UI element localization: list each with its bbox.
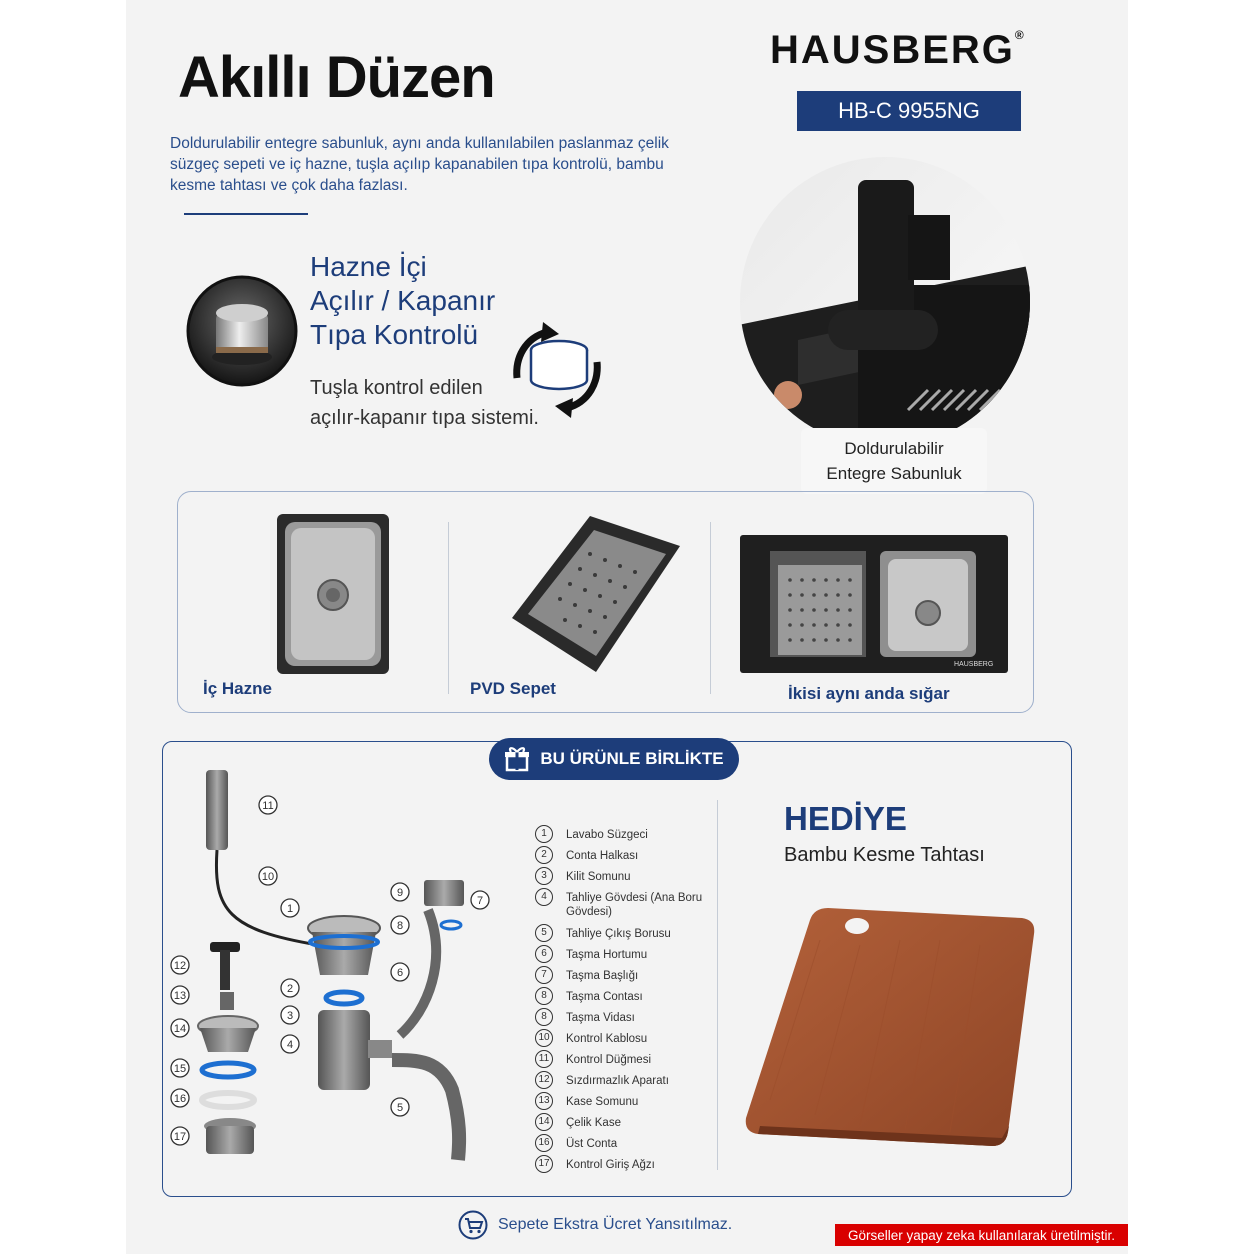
divider xyxy=(448,522,449,694)
legend-item xyxy=(535,869,715,890)
legend-text: Lavabo Süzgeci xyxy=(566,829,648,841)
legend-text: Kontrol Kablosu xyxy=(566,1033,648,1045)
svg-text:14: 14 xyxy=(173,1023,187,1035)
legend-text: Tahliye Çıkış Borusu xyxy=(566,928,671,940)
diagram-callout xyxy=(281,1006,299,1024)
legend-item xyxy=(535,890,715,926)
legend-number: 5 xyxy=(535,924,553,942)
diagram-callout xyxy=(391,883,409,901)
feature-heading-line: Tıpa Kontrolü xyxy=(310,319,479,350)
gift-subtitle: Bambu Kesme Tahtası xyxy=(784,844,985,866)
product-caption: İkisi aynı anda sığar xyxy=(788,684,950,703)
legend-number: 7 xyxy=(535,966,553,984)
model-badge: HB-C 9955NG xyxy=(797,91,1021,131)
feature-heading xyxy=(310,250,495,352)
diagram-callout xyxy=(171,1019,189,1037)
legend-item xyxy=(535,1136,715,1157)
basket-note xyxy=(458,1210,732,1240)
legend-number: 8 xyxy=(535,1008,553,1026)
legend-item xyxy=(535,1094,715,1115)
diagram-callout xyxy=(171,1127,189,1145)
legend-number: 4 xyxy=(535,888,553,906)
legend-text: Taşma Başlığı xyxy=(566,970,639,982)
legend-text: Üst Conta xyxy=(566,1138,618,1150)
legend-number: 2 xyxy=(535,846,553,864)
feature-heading-line: Açılır / Kapanır xyxy=(310,285,496,316)
feature-heading-line: Hazne İçi xyxy=(310,251,427,282)
soap-label-line: Entegre Sabunluk xyxy=(826,464,962,483)
legend-number: 17 xyxy=(535,1155,553,1173)
legend-text: Taşma Vidası xyxy=(566,1012,635,1024)
diagram-callout xyxy=(281,979,299,997)
sink-brand-text: HAUSBERG xyxy=(954,661,994,668)
basket-note-text: Sepete Ekstra Ücret Yansıtılmaz. xyxy=(498,1216,733,1233)
legend-item xyxy=(535,947,715,968)
divider xyxy=(717,800,718,1170)
legend-text: Sızdırmazlık Aparatı xyxy=(566,1075,669,1087)
divider xyxy=(710,522,711,694)
diagram-callout xyxy=(171,956,189,974)
diagram-callout xyxy=(259,867,277,885)
diagram-callout xyxy=(171,1089,189,1107)
svg-text:17: 17 xyxy=(173,1131,187,1143)
svg-text:5: 5 xyxy=(396,1102,404,1114)
legend-text: Taşma Hortumu xyxy=(566,949,648,961)
svg-text:15: 15 xyxy=(173,1063,187,1075)
rotate-icon xyxy=(507,320,607,420)
legend-number: 8 xyxy=(535,987,553,1005)
feature-description xyxy=(310,373,539,433)
legend-text: Kilit Somunu xyxy=(566,871,631,883)
legend-item xyxy=(535,1073,715,1094)
svg-text:16: 16 xyxy=(173,1093,187,1105)
legend-text: Conta Halkası xyxy=(566,850,639,862)
legend-text: Taşma Contası xyxy=(566,991,643,1003)
diagram-callout xyxy=(281,899,299,917)
soap-label-line: Doldurulabilir xyxy=(844,439,944,458)
pvd-basket-image xyxy=(510,514,682,674)
product-caption: İç Hazne xyxy=(203,679,272,698)
feature-desc-line: açılır-kapanır tıpa sistemi. xyxy=(310,407,539,429)
diagram-callout xyxy=(171,1059,189,1077)
legend-item xyxy=(535,848,715,869)
legend-item xyxy=(535,1115,715,1136)
diagram-callout xyxy=(281,1035,299,1053)
svg-text:6: 6 xyxy=(396,967,404,979)
legend-item xyxy=(535,926,715,947)
legend-item xyxy=(535,968,715,989)
parts-legend xyxy=(535,827,715,1178)
diagram-callout xyxy=(171,986,189,1004)
legend-item xyxy=(535,1052,715,1073)
diagram-callout xyxy=(391,1098,409,1116)
legend-item xyxy=(535,1031,715,1052)
soap-label xyxy=(801,428,987,494)
legend-text: Kase Somunu xyxy=(566,1096,639,1108)
legend-item xyxy=(535,827,715,848)
feature-desc-line: Tuşla kontrol edilen xyxy=(310,377,483,399)
brand-logo xyxy=(770,28,1026,73)
svg-text:4: 4 xyxy=(286,1039,294,1051)
svg-text:9: 9 xyxy=(396,887,404,899)
legend-item xyxy=(535,1157,715,1178)
legend-number: 6 xyxy=(535,945,553,963)
legend-text: Çelik Kase xyxy=(566,1117,621,1129)
svg-text:12: 12 xyxy=(173,960,187,972)
svg-text:1: 1 xyxy=(286,903,294,915)
svg-text:3: 3 xyxy=(286,1010,294,1022)
drain-assembly-diagram xyxy=(168,760,498,1180)
registered-mark: ® xyxy=(1014,28,1026,42)
legend-number: 12 xyxy=(535,1071,553,1089)
svg-text:2: 2 xyxy=(286,983,294,995)
diagram-callout xyxy=(391,963,409,981)
diagram-callout xyxy=(391,916,409,934)
legend-number: 14 xyxy=(535,1113,553,1131)
legend-number: 11 xyxy=(535,1050,553,1068)
product-caption: PVD Sepet xyxy=(470,679,556,698)
svg-text:13: 13 xyxy=(173,990,187,1002)
intro-text: Doldurulabilir entegre sabunluk, aynı anda kullanılabilen paslanmaz çelik süzgeç sepeti ve iç hazne, tuşla açılıp kapanabilen tıpa kontrolü, bambu kesme tahtası ve çok daha fazlası. xyxy=(170,135,669,194)
legend-text: Tahliye Gövdesi (Ana Boru Gövdesi) xyxy=(566,892,703,918)
drain-button-photo xyxy=(186,275,298,387)
gift-pill xyxy=(489,738,739,780)
page-title: Akıllı Düzen xyxy=(178,45,495,110)
divider xyxy=(184,213,308,215)
inner-bowl-image xyxy=(276,513,390,675)
gift-icon xyxy=(504,746,530,772)
ai-disclaimer: Görseller yapay zeka kullanılarak üretilmiştir. xyxy=(835,1224,1128,1246)
diagram-callout xyxy=(471,891,489,909)
svg-text:10: 10 xyxy=(261,871,275,883)
legend-number: 16 xyxy=(535,1134,553,1152)
soap-dispenser-photo xyxy=(738,155,1033,450)
legend-number: 3 xyxy=(535,867,553,885)
legend-text: Kontrol Giriş Ağzı xyxy=(566,1159,655,1171)
legend-item xyxy=(535,989,715,1010)
legend-number: 10 xyxy=(535,1029,553,1047)
cart-icon xyxy=(458,1210,488,1240)
svg-text:8: 8 xyxy=(396,920,404,932)
bamboo-board-image xyxy=(740,900,1040,1150)
legend-number: 1 xyxy=(535,825,553,843)
gift-pill-label: BU ÜRÜNLE BİRLİKTE xyxy=(540,749,724,768)
legend-item xyxy=(535,1010,715,1031)
gift-title: HEDİYE xyxy=(784,800,907,837)
diagram-callout xyxy=(259,796,277,814)
brand-name: HAUSBERG xyxy=(770,28,1015,72)
legend-text: Kontrol Düğmesi xyxy=(566,1054,652,1066)
svg-text:11: 11 xyxy=(262,800,274,812)
sink-combo-image xyxy=(740,535,1008,673)
legend-number: 13 xyxy=(535,1092,553,1110)
svg-text:7: 7 xyxy=(476,895,484,907)
